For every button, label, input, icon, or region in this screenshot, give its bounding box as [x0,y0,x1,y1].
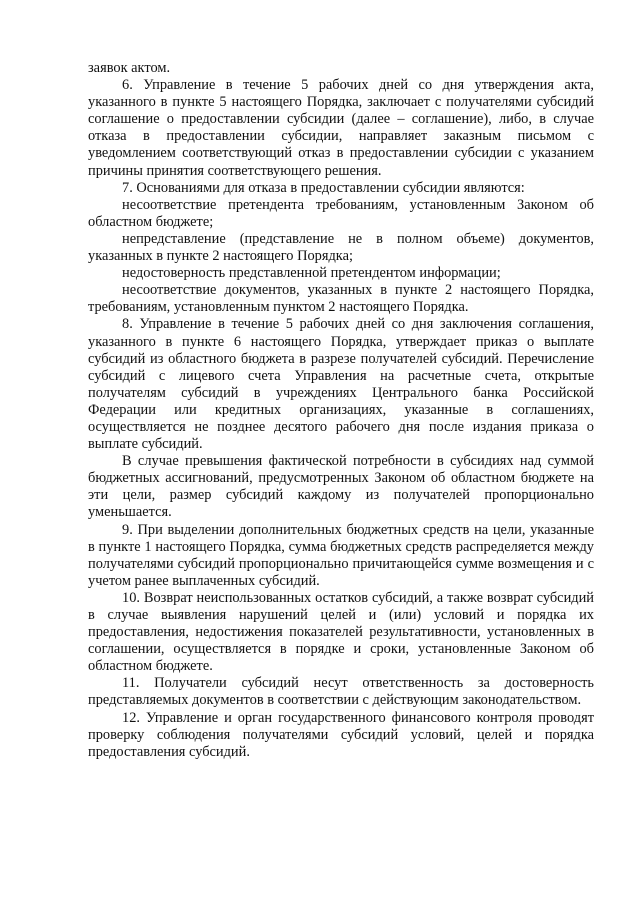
paragraph-reason-2: непредставление (представление не в полном объеме) документов, указанных в пункте 2 настоящего Порядка; [88,230,594,265]
paragraph-continuation: заявок актом. [88,60,171,76]
document-page [88,60,594,761]
paragraph-item-11: 11. Получатели субсидий несут ответственность за достоверность представляемых документов в соответствии с действующим законодательством. [88,675,594,709]
paragraph-item-8-excess: В случае превышения фактической потребности в субсидиях над суммой бюджетных ассигнований, предусмотренных Законом об областном бюджете на эти цели, размер субсидий каждому из получателей пропорционально уменьшается. [88,453,594,521]
paragraph-reason-3: недостоверность представленной претендентом информации; [122,265,501,282]
paragraph-item-12: 12. Управление и орган государственного финансового контроля проводят проверку соблюдения получателями субсидий условий, целей и порядка предоставления субсидий. [88,709,594,760]
paragraph-reason-1: несоответствие претендента требованиям, установленным Законом об областном бюджете; [88,196,594,230]
paragraph-reason-4: несоответствие документов, указанных в пункте 2 настоящего Порядка, требованиям, установленным пунктом 2 настоящего Порядка. [88,282,594,316]
paragraph-item-8: 8. Управление в течение 5 рабочих дней со дня заключения соглашения, указанного в пункте 6 настоящего Порядка, утверждает приказ о выплате субсидий из областного бюджета в разрезе получателей субсидий. Перечисление субсидий с лицевого счета Управления на расчетные счета, открытые получателям субсидий в учреждениях Центрального банка Российской Федерации или кредитных организациях, указанные в соглашениях, осуществляется не позднее десятого рабочего дня после издания приказа о выплате субсидий. [88,316,594,453]
paragraph-item-9: 9. При выделении дополнительных бюджетных средств на цели, указанные в пункте 1 настоящего Порядка, сумма бюджетных средств распределяется между получателями субсидий пропорционально причитающейся сумме возмещения и с учетом ранее выплаченных субсидий. [88,521,594,589]
paragraph-item-10: 10. Возврат неиспользованных остатков субсидий, а также возврат субсидий в случае выявления нарушений целей и (или) условий и порядка их предоставления, недостижения показателей результативности, установленных в соглашении, осуществляется в порядке и сроки, установленные Законом об областном бюджете. [88,589,594,675]
paragraph-item-7: 7. Основаниями для отказа в предоставлении субсидии являются: [122,179,525,196]
paragraph-item-6: 6. Управление в течение 5 рабочих дней со дня утверждения акта, указанного в пункте 5 настоящего Порядка, заключает с получателями субсидий соглашение о предоставлении субсидии (далее – соглашение), либо, в случае отказа в предоставлении субсидии, направляет заказным письмом с уведомлением соответствующий отказ в предоставлении субсидии с указанием причины принятия соответствующего решения. [88,77,594,179]
